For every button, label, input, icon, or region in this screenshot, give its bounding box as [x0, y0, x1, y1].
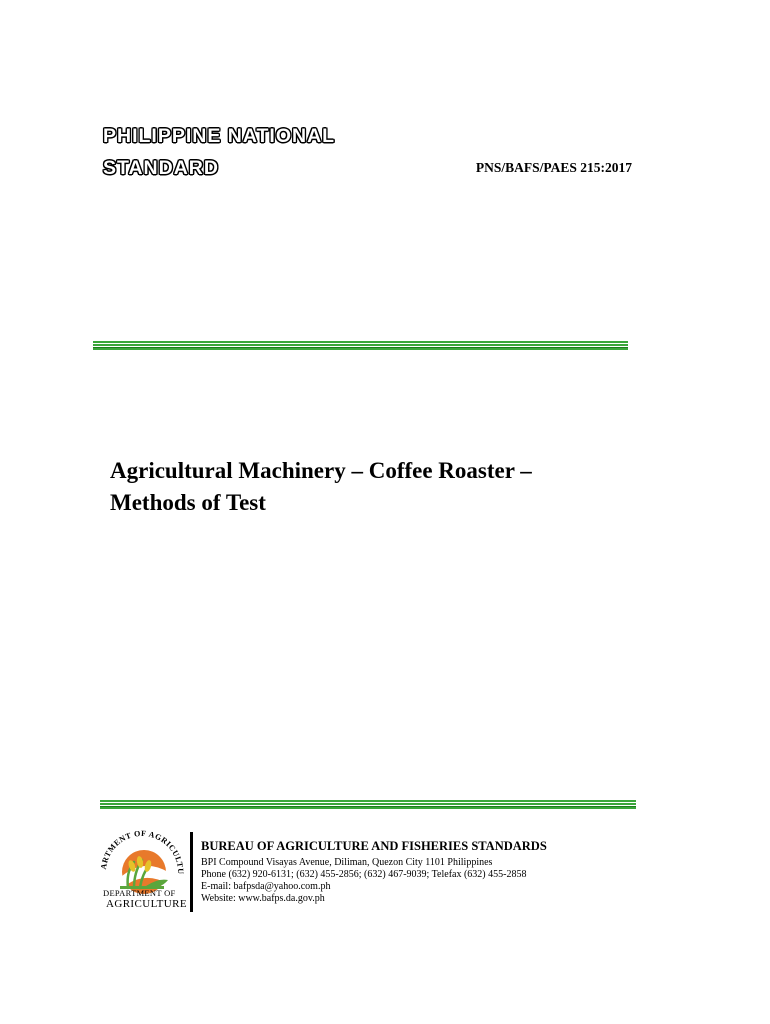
standard-heading-line2: STANDARD [103, 157, 219, 179]
document-code: PNS/BAFS/PAES 215:2017 [475, 160, 632, 175]
document-title-line2: Methods of Test [110, 490, 266, 515]
document-title [110, 455, 670, 519]
bureau-phone: Phone (632) 920-6131; (632) 455-2856; (632) 467-9039; Telefax (632) 455-2858 [201, 869, 527, 880]
bottom-divider [100, 800, 636, 809]
top-divider [93, 341, 628, 350]
bureau-email: E-mail: bafpsda@yahoo.com.ph [201, 881, 331, 892]
standard-heading [103, 120, 335, 184]
document-title-line1: Agricultural Machinery – Coffee Roaster – [110, 458, 532, 483]
standard-heading-line1: PHILIPPINE NATIONAL [103, 125, 336, 147]
logo-caption-line1: DEPARTMENT OF [103, 888, 176, 898]
footer-separator [190, 832, 193, 912]
bureau-address: BPI Compound Visayas Avenue, Diliman, Quezon City 1101 Philippines [201, 857, 493, 868]
bureau-contact-block [201, 839, 547, 905]
bureau-name: BUREAU OF AGRICULTURE AND FISHERIES STANDARDS [201, 839, 547, 853]
svg-text:DEPARTMENT OF AGRICULTURE: ARTMENT OF AGRICULTU [99, 828, 186, 875]
bureau-website: Website: www.bafps.da.gov.ph [201, 893, 325, 904]
logo-caption-line2: AGRICULTURE [106, 898, 187, 910]
